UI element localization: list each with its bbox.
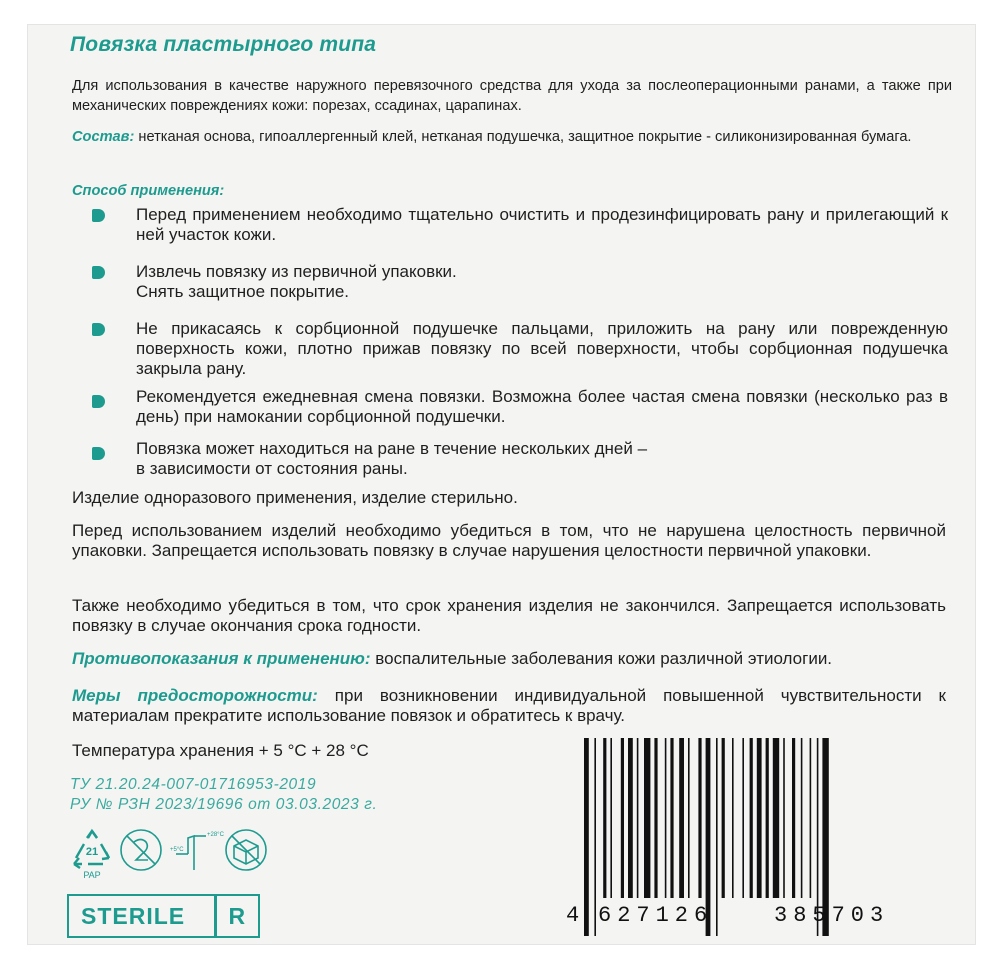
barcode-bar <box>773 738 779 898</box>
bullet-marker-icon <box>92 447 105 460</box>
intro-text: Для использования в качестве наружного перевязочного средства для ухода за послеоперационными ранами, а также при механических повреждениях кожи: порезах, ссадинах, царапинах. <box>72 78 952 114</box>
precautions-text: при возникновении индивидуальной повышенной чувствительности к материалам прекратите использование повязок и обратитесь к врачу. <box>72 686 946 725</box>
barcode-bar <box>750 738 753 898</box>
bullet-marker-icon <box>92 395 105 408</box>
barcode-bar <box>742 738 744 898</box>
barcode-right-digits: 385703 <box>774 903 890 928</box>
registration-number: РУ № РЗН 2023/19696 от 03.03.2023 г. <box>70 796 378 813</box>
do-not-reuse-icon <box>121 830 161 870</box>
barcode-guard-bar <box>716 738 718 936</box>
composition-label: Состав: <box>72 129 135 145</box>
bullet-marker-icon <box>92 266 105 279</box>
barcode-bar <box>637 738 639 898</box>
contraindications-label: Противопоказания к применению: <box>72 649 371 668</box>
do-not-use-if-damaged-icon <box>226 830 266 870</box>
barcode-bar <box>654 738 657 898</box>
sterile-text: STERILE <box>81 902 186 929</box>
barcode-bar <box>670 738 673 898</box>
integrity-note: Перед использованием изделий необходимо убедиться в том, что не нарушена целостность первичной упаковки. Запрещается использовать повязку в случае нарушения целостности первичной упаковки. <box>72 521 946 560</box>
package-symbols <box>66 820 276 882</box>
barcode-guard-bar <box>594 738 596 936</box>
usage-label: Способ применения: <box>72 183 225 199</box>
barcode-bar <box>810 738 812 898</box>
contraindications-text: воспалительные заболевания кожи различной этиологии. <box>375 649 833 668</box>
storage-temperature: Температура хранения + 5 °C + 28 °C <box>72 741 369 760</box>
barcode-bar <box>679 738 684 898</box>
sterile-label <box>67 894 260 938</box>
barcode-bar <box>801 738 803 898</box>
barcode-bar <box>698 738 701 898</box>
composition-text: нетканая основа, гипоаллергенный клей, нетканая подушечка, защитное покрытие - силиконизированная бумага. <box>138 129 912 145</box>
bullet-marker-icon <box>92 209 105 222</box>
bullet-marker-icon <box>92 323 105 336</box>
barcode-bar <box>603 738 606 898</box>
temp-max: +28°C <box>207 832 224 838</box>
barcode-bar <box>621 738 624 898</box>
tu-code: ТУ 21.20.24-007-01716953-2019 <box>70 776 317 793</box>
barcode-bar <box>644 738 650 898</box>
contraindications-section <box>72 649 946 669</box>
recycle-code: PAP <box>83 870 101 880</box>
precautions-label: Меры предосторожности: <box>72 686 318 705</box>
precautions-section <box>72 686 946 726</box>
barcode-bar <box>722 738 725 898</box>
sterilization-method: R <box>228 902 247 929</box>
composition-section <box>72 127 952 147</box>
barcode-bar <box>792 738 795 898</box>
barcode-bar <box>628 738 633 898</box>
recycle-number: 21 <box>85 846 99 858</box>
barcode-bar <box>688 738 690 898</box>
expiry-note: Также необходимо убедиться в том, что срок хранения изделия не закончился. Запрещается использовать повязку в случае окончания срока годности. <box>72 596 946 635</box>
single-use-note: Изделие одноразового применения, изделие стерильно. <box>72 488 518 507</box>
product-title: Повязка пластырного типа <box>70 33 377 56</box>
symbol-row <box>66 820 276 882</box>
barcode-bar <box>757 738 762 898</box>
barcode-bar <box>766 738 769 898</box>
temp-min: +5°C <box>170 847 184 853</box>
barcode-bar <box>732 738 734 898</box>
temperature-limit-icon <box>176 836 206 870</box>
barcode-first-digit: 4 <box>566 903 586 928</box>
barcode-bar <box>665 738 667 898</box>
barcode-bar <box>783 738 785 898</box>
barcode-left-digits: 627126 <box>598 903 714 928</box>
barcode-bar <box>610 738 612 898</box>
